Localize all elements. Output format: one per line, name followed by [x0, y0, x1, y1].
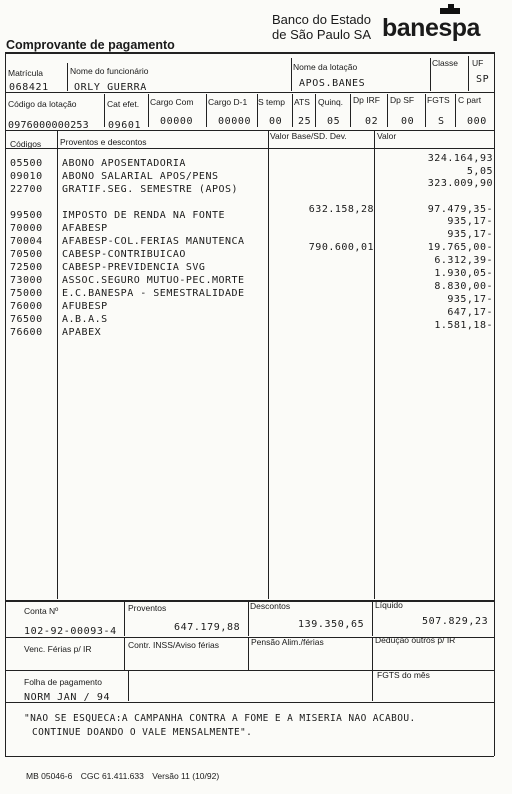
value-cell: 1.930,05-	[434, 268, 493, 279]
uf-label: UF	[472, 58, 484, 68]
matricula-label: Matrícula	[8, 68, 43, 78]
divider	[124, 602, 125, 636]
desc-cell: ABONO SALARIAL APOS/PENS	[62, 171, 219, 182]
matricula-value: 068421	[9, 82, 49, 93]
s-temp-value: 00	[269, 116, 283, 127]
desc-cell: AFABESP	[62, 223, 108, 234]
value-cell: 935,17-	[447, 216, 493, 227]
proventos-label: Proventos	[128, 603, 167, 613]
divider	[206, 94, 207, 127]
desc-cell: CABESP-PREVIDENCIA SVG	[62, 262, 206, 273]
desc-cell: E.C.BANESPA - SEMESTRALIDADE	[62, 288, 245, 299]
code-cell: 76500	[10, 314, 43, 325]
document-title: Comprovante de pagamento	[6, 38, 175, 52]
dp-sf-label: Dp SF	[390, 95, 415, 105]
pensao-label: Pensão Alim./férias	[251, 637, 324, 647]
ats-label: ATS	[294, 97, 310, 107]
value-cell: 6.312,39-	[434, 255, 493, 266]
deducao-label: Dedução outros p/ IR	[375, 635, 456, 645]
desc-cell: GRATIF.SEG. SEMESTRE (APOS)	[62, 184, 239, 195]
code-cell: 09010	[10, 171, 43, 182]
code-cell: 70000	[10, 223, 43, 234]
cat-efet-label: Cat efet.	[107, 99, 140, 109]
code-cell: 72500	[10, 262, 43, 273]
code-cell: 76600	[10, 327, 43, 338]
rule	[5, 756, 494, 757]
divider	[148, 94, 149, 127]
divider	[372, 602, 373, 636]
nome-value: ORLY GUERRA	[74, 82, 147, 93]
quinq-value: 05	[327, 116, 341, 127]
message-line2: CONTINUE DOANDO O VALE MENSALMENTE".	[32, 727, 253, 738]
s-temp-label: S temp	[258, 97, 285, 107]
code-cell: 76000	[10, 301, 43, 312]
top-rule	[5, 52, 494, 54]
fgts-value: S	[438, 116, 445, 127]
desc-cell: AFABESP-COL.FERIAS MANUTENCA	[62, 236, 245, 247]
quinq-label: Quinq.	[318, 97, 344, 107]
value-cell: 5,05	[466, 166, 493, 177]
divider	[455, 94, 456, 127]
descontos-label: Descontos	[250, 601, 291, 611]
col-codigos-header: Códigos	[10, 139, 42, 149]
desc-cell: ABONO APOSENTADORIA	[62, 158, 186, 169]
code-cell: 73000	[10, 275, 43, 286]
bank-name-line2: de São Paulo SA	[272, 27, 372, 42]
desc-cell: IMPOSTO DE RENDA NA FONTE	[62, 210, 226, 221]
fgts-label: FGTS	[427, 95, 450, 105]
code-cell: 70500	[10, 249, 43, 260]
folha-value: NORM JAN / 94	[24, 692, 111, 703]
value-cell: 324.164,93	[427, 153, 493, 164]
table-row	[0, 184, 512, 197]
value-cell: 97.479,35-	[427, 204, 493, 215]
cargo-d1-label: Cargo D-1	[208, 97, 248, 107]
desc-cell: A.B.A.S	[62, 314, 108, 325]
ats-value: 25	[298, 116, 312, 127]
venc-ferias-label: Venc. Férias p/ IR	[24, 644, 92, 654]
liquido-value: 507.829,23	[422, 616, 489, 627]
message-line1: "NAO SE ESQUECA:A CAMPANHA CONTRA A FOME E A MISERIA NAO ACABOU.	[24, 713, 416, 724]
value-cell: 935,17-	[447, 229, 493, 240]
divider	[350, 94, 351, 127]
dp-irf-value: 02	[365, 116, 379, 127]
nome-label: Nome do funcionário	[70, 66, 149, 76]
rule	[5, 148, 494, 149]
divider	[468, 56, 469, 91]
divider	[67, 63, 68, 91]
col-proventos-header: Proventos e descontos	[60, 137, 147, 147]
col-valor-header: Valor	[377, 131, 397, 141]
dp-irf-label: Dp IRF	[353, 95, 380, 105]
uf-value: SP	[476, 74, 490, 85]
divider	[292, 94, 293, 127]
code-cell: 99500	[10, 210, 43, 221]
divider	[104, 94, 105, 127]
value-cell: 647,17-	[447, 307, 493, 318]
cgc: CGC 61.411.633	[80, 771, 144, 781]
fgts-mes-label: FGTS do mês	[377, 670, 430, 680]
divider	[124, 638, 125, 670]
value-cell: 8.830,00-	[434, 281, 493, 292]
cargo-com-value: 00000	[160, 116, 194, 127]
code-cell: 70004	[10, 236, 43, 247]
divider	[315, 94, 316, 127]
table-row	[0, 327, 512, 340]
classe-label: Classe	[432, 58, 458, 68]
code-cell: 22700	[10, 184, 43, 195]
cod-lotacao-label: Código da lotação	[8, 99, 77, 109]
rule	[5, 130, 494, 131]
code-cell: 75000	[10, 288, 43, 299]
logo-text: banespa	[382, 14, 480, 42]
rule	[5, 702, 494, 703]
divider	[268, 131, 269, 599]
banespa-logo	[382, 8, 494, 42]
cod-lotacao-value: 0976000000253	[8, 120, 89, 131]
desc-cell: APABEX	[62, 327, 102, 338]
divider	[248, 638, 249, 670]
conta-label: Conta Nº	[24, 606, 59, 616]
value-cell: 323.009,90	[427, 178, 493, 189]
proventos-value: 647.179,88	[174, 622, 241, 633]
divider	[372, 638, 373, 670]
divider	[430, 58, 431, 91]
lotacao-value: APOS.BANES	[299, 78, 366, 89]
divider	[57, 131, 58, 599]
divider	[387, 94, 388, 127]
descontos-value: 139.350,65	[298, 619, 365, 630]
code-cell: 05500	[10, 158, 43, 169]
base-cell: 790.600,01	[308, 242, 374, 253]
folha-label: Folha de pagamento	[24, 677, 102, 687]
c-part-label: C part	[458, 95, 482, 105]
campaign-message	[24, 712, 416, 740]
divider	[372, 671, 373, 701]
divider	[374, 131, 375, 599]
cat-efet-value: 09601	[108, 120, 142, 131]
contr-inss-label: Contr. INSS/Aviso férias	[128, 640, 220, 650]
dp-sf-value: 00	[401, 116, 415, 127]
bank-name-line1: Banco do Estado	[272, 12, 372, 27]
divider	[128, 671, 129, 701]
cargo-d1-value: 00000	[218, 116, 252, 127]
desc-cell: ASSOC.SEGURO MUTUO-PEC.MORTE	[62, 275, 245, 286]
lotacao-label: Nome da lotação	[293, 62, 358, 72]
footer	[26, 771, 219, 781]
col-base-header: Valor Base/SD. Dev.	[270, 131, 347, 141]
conta-value: 102-92-00093-4	[24, 626, 117, 637]
divider	[291, 58, 292, 91]
liquido-label: Líquido	[375, 600, 403, 610]
rule	[5, 92, 494, 93]
divider	[425, 94, 426, 127]
value-cell: 19.765,00-	[427, 242, 493, 253]
cargo-com-label: Cargo Com	[150, 97, 194, 107]
form-id: MB 05046-6	[26, 771, 73, 781]
desc-cell: AFUBESP	[62, 301, 108, 312]
divider	[248, 602, 249, 636]
value-cell: 1.581,18-	[434, 320, 493, 331]
bank-name	[272, 12, 371, 42]
base-cell: 632.158,28	[308, 204, 374, 215]
version: Versão 11 (10/92)	[152, 771, 220, 781]
logo-bar-2	[448, 4, 454, 10]
c-part-value: 000	[467, 116, 487, 127]
value-cell: 935,17-	[447, 294, 493, 305]
desc-cell: CABESP-CONTRIBUICAO	[62, 249, 186, 260]
